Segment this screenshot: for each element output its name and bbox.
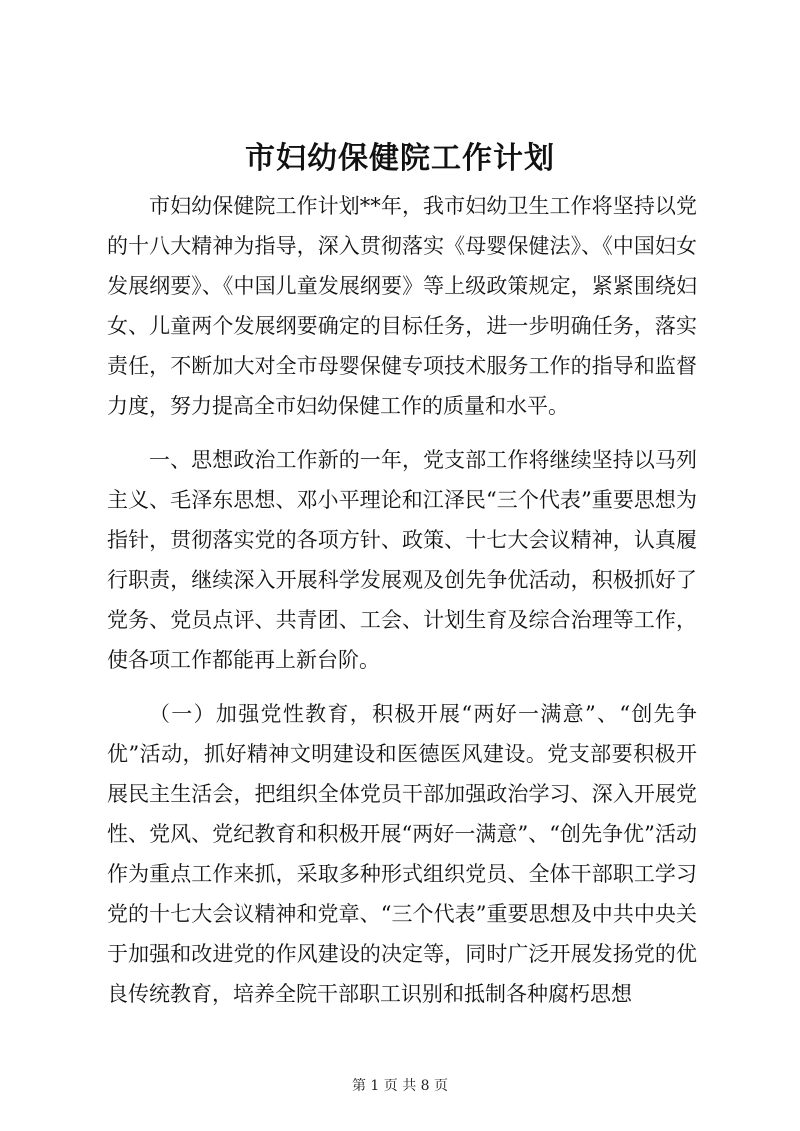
paragraph-section-1: 一、思想政治工作新的一年，党支部工作将继续坚持以马列主义、毛泽东思想、邓小平理论和江泽民“三个代表”重要思想为指针，贯彻落实党的各项方针、政策、十七大会议精神，认真履行职责，继续深入开展科学发展观及创先争优活动，积极抓好了党务、党员点评、共青团、工会、计划生育及综合治理等工作，使各项工作都能再上新台阶。 bbox=[107, 448, 697, 672]
page-footer: 第 1 页 共 8 页 bbox=[351, 1078, 449, 1094]
document-body bbox=[107, 186, 697, 1014]
document-title: 市妇幼保健院工作计划 bbox=[245, 141, 555, 176]
paragraph-subsection-1: （一）加强党性教育，积极开展“两好一满意”、“创先争优”活动，抓好精神文明建设和医德医风建设。党支部要积极开展民主生活会，把组织全体党员干部加强政治学习、深入开展党性、党风、党纪教育和积极开展“两好一满意”、“创先争优”活动作为重点工作来抓，采取多种形式组织党员、全体干部职工学习党的十七大会议精神和党章、“三个代表”重要思想及中共中央关于加强和改进党的作风建设的决定等，同时广泛开展发扬党的优良传统教育，培养全院干部职工识别和抵制各种腐朽思想 bbox=[107, 702, 697, 1006]
paragraph-intro: 市妇幼保健院工作计划**年，我市妇幼卫生工作将坚持以党的十八大精神为指导，深入贯彻落实《母婴保健法》、《中国妇女发展纲要》、《中国儿童发展纲要》等上级政策规定，紧紧围绕妇女、儿童两个发展纲要确定的目标任务，进一步明确任务，落实责任，不断加大对全市母婴保健专项技术服务工作的指导和监督力度，努力提高全市妇幼保健工作的质量和水平。 bbox=[107, 194, 697, 418]
